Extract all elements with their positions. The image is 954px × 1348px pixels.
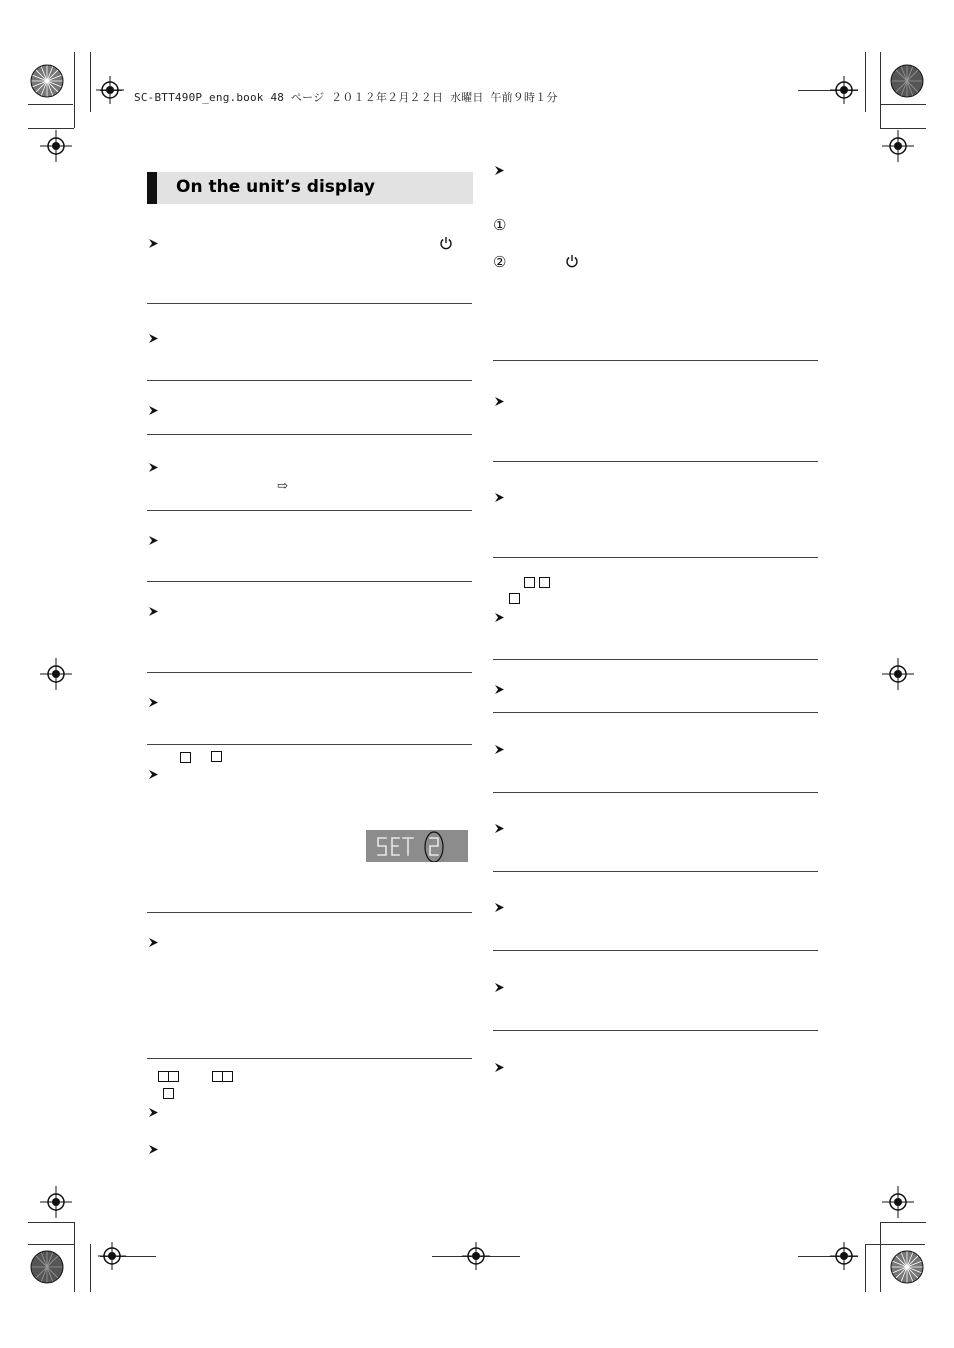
arrowhead-bullet-icon: [494, 396, 505, 407]
divider: [493, 871, 818, 872]
divider: [493, 659, 818, 660]
star-target-icon: [30, 64, 64, 98]
divider: [493, 792, 818, 793]
step-two-marker: ②: [493, 253, 507, 271]
divider: [493, 557, 818, 558]
registration-mark-icon: [882, 1186, 914, 1218]
step-one-marker: ①: [493, 216, 507, 234]
arrowhead-bullet-icon: [494, 744, 505, 755]
registration-mark-icon: [40, 1186, 72, 1218]
arrowhead-bullet-icon: [494, 612, 505, 623]
divider: [147, 510, 472, 511]
registration-mark-icon: [96, 76, 124, 104]
square-icon: [539, 577, 550, 588]
divider: [493, 360, 818, 361]
arrowhead-bullet-icon: [494, 492, 505, 503]
arrowhead-bullet-icon: [494, 823, 505, 834]
unit-display-panel: [366, 830, 468, 862]
book-header-info: SC-BTT490P_eng.book 48 ページ ２０１２年２月２２日 水曜日 午前９時１分: [134, 91, 558, 104]
registration-mark-icon: [882, 658, 914, 690]
arrowhead-bullet-icon: [148, 535, 159, 546]
registration-mark-icon: [462, 1242, 490, 1270]
arrowhead-bullet-icon: [148, 333, 159, 344]
power-icon: [565, 254, 579, 268]
square-icon: [524, 577, 535, 588]
divider: [493, 712, 818, 713]
section-title: On the unit’s display: [176, 177, 375, 197]
star-target-icon: [30, 1250, 64, 1284]
divider: [147, 672, 472, 673]
arrowhead-bullet-icon: [148, 1107, 159, 1118]
arrowhead-bullet-icon: [148, 937, 159, 948]
registration-mark-icon: [882, 130, 914, 162]
divider: [147, 434, 472, 435]
arrowhead-bullet-icon: [148, 462, 159, 473]
page-reference-arrow-icon: ⇨: [277, 479, 288, 494]
registration-mark-icon: [830, 1242, 858, 1270]
divider: [147, 744, 472, 745]
arrowhead-bullet-icon: [148, 238, 159, 249]
power-icon: [439, 236, 453, 250]
arrowhead-bullet-icon: [148, 769, 159, 780]
registration-mark-icon: [40, 658, 72, 690]
divider: [147, 303, 472, 304]
section-header: [147, 172, 473, 204]
registration-mark-icon: [98, 1242, 126, 1270]
square-icon: [163, 1088, 174, 1099]
divider: [493, 950, 818, 951]
square-icon: [180, 752, 191, 763]
divider: [147, 380, 472, 381]
divider: [493, 461, 818, 462]
square-icon: [509, 593, 520, 604]
divider: [147, 912, 472, 913]
arrowhead-bullet-icon: [494, 684, 505, 695]
arrowhead-bullet-icon: [494, 902, 505, 913]
arrowhead-bullet-icon: [494, 1062, 505, 1073]
square-icon: [211, 751, 222, 762]
arrowhead-bullet-icon: [148, 405, 159, 416]
star-target-icon: [890, 1250, 924, 1284]
section-header-marker: [147, 172, 157, 204]
registration-mark-icon: [40, 130, 72, 162]
arrowhead-bullet-icon: [148, 697, 159, 708]
star-target-icon: [890, 64, 924, 98]
arrowhead-bullet-icon: [148, 1144, 159, 1155]
square-icon: [168, 1071, 179, 1082]
divider: [493, 1030, 818, 1031]
divider: [147, 581, 472, 582]
arrowhead-bullet-icon: [148, 606, 159, 617]
divider: [147, 1058, 472, 1059]
arrowhead-bullet-icon: [494, 982, 505, 993]
square-icon: [222, 1071, 233, 1082]
registration-mark-icon: [830, 76, 858, 104]
arrowhead-bullet-icon: [494, 165, 505, 176]
